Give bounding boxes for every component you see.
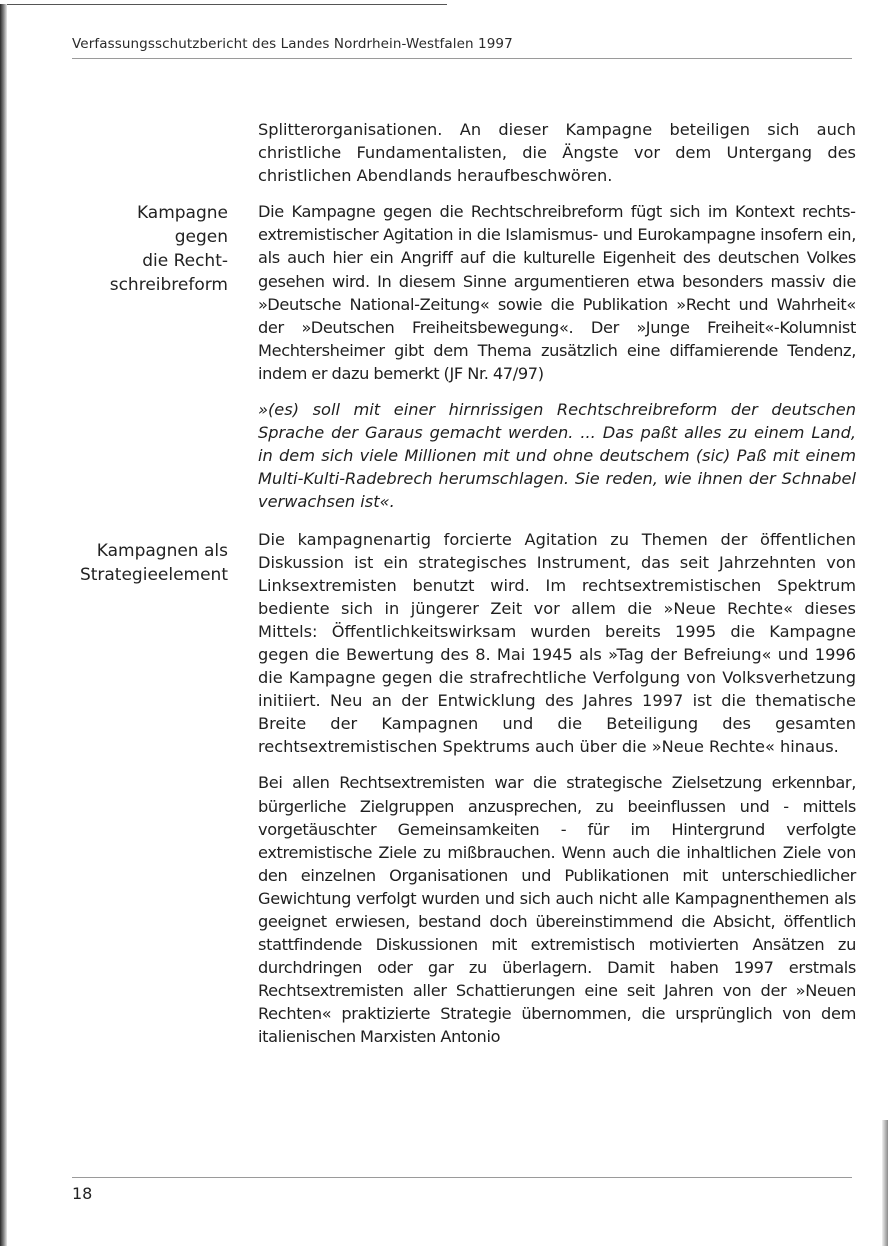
margin-note-line: gegen xyxy=(174,227,228,247)
paragraph-strategische-zielsetzung: Bei allen Rechtsextremisten war die strategische Zielsetzung erkennbar, bürgerliche Zielgruppen anzusprechen, zu beeinflussen und - mittels vorgetäuschter Gemeinsamkeiten - für im Hintergrund verfolgte extremistische Ziele zu mißbrauchen. Wenn auch die inhaltlichen Ziele von den einzelnen Organisationen und Publikationen mit unterschiedlicher Gewichtung verfolgt wurden und sich auch nicht alle Kampagnenthemen als geeignet erwiesen, bestand doch übereinstimmend die Absicht, öffentlich stattfindende Diskussionen mit extremistisch motivierten Ansätzen zu durchdringen oder gar zu überlagern. Damit haben 1997 erstmals Rechtsextremisten aller Schattierungen eine seit Jahren von der »Neuen Rechten« praktizierte Strategie übernommen, die ursprünglich von dem italienischen Marxisten Antonio xyxy=(258,773,856,1047)
paragraph-rechtschreibreform: Die Kampagne gegen die Rechtschreibreform fügt sich im Kontext rechtsextremistischer Agitation in die Islamismus- und Eurokampagne insofern ein, als auch hier ein Angriff auf die kulturelle Eigenheit des deutschen Volkes gesehen wird. In diesem Sinne argumentieren etwa besonders massiv die »Deutsche National-Zeitung« sowie die Publikation »Recht und Wahrheit« der »Deutschen Freiheitsbewegung«. Der »Junge Freiheit«-Kolumnist Mechtersheimer gibt dem Thema zusätzlich eine diffamierende Tendenz, indem er dazu bemerkt (JF Nr. 47/97) xyxy=(258,202,856,383)
scan-top-rule xyxy=(7,4,447,5)
margin-note-line: Kampagnen als xyxy=(96,541,228,561)
margin-note-line: die Recht- xyxy=(142,251,228,271)
footer-rule xyxy=(72,1177,852,1178)
main-text-column xyxy=(258,118,856,1062)
running-header: Verfassungsschutzbericht des Landes Nordrhein-Westfalen 1997 xyxy=(72,36,513,52)
page-number: 18 xyxy=(72,1184,93,1203)
quote-mechtersheimer: »(es) soll mit einer hirnrissigen Rechtschreibreform der deutschen Sprache der Garaus gemacht werden. ... Das paßt alles zu einem Land, in dem sich viele Millionen mit und ohne deutschem (sic) Paß mit einem Multi-Kulti-Radebrech herumschlagen. Sie reden, wie ihnen der Schnabel verwachsen ist«. xyxy=(258,400,856,512)
paragraph-splitterorganisationen: Splitterorganisationen. An dieser Kampagne beteiligen sich auch christliche Fundamentalisten, die Ängste vor dem Untergang des christlichen Abendlands heraufbeschwören. xyxy=(258,120,856,186)
paragraph-kampagnen-strategie: Die kampagnenartig forcierte Agitation zu Themen der öffentlichen Diskussion ist ein strategisches Instrument, das seit Jahrzehnten von Linksextremisten benutzt wird. Im rechtsextremistischen Spektrum bediente sich in jüngerer Zeit vor allem die »Neue Rechte« dieses Mittels: Öffentlichkeitswirksam wurden bereits 1995 die Kampagne gegen die Bewertung des 8. Mai 1945 als »Tag der Befreiung« und 1996 die Kampagne gegen die strafrechtliche Verfolgung von Volksverhetzung initiiert. Neu an der Entwicklung des Jahres 1997 ist die thematische Breite der Kampagnen und die Beteiligung des gesamten rechtsextremistischen Spektrums auch über die »Neue Rechte« hinaus. xyxy=(258,529,856,757)
scan-edge-right xyxy=(882,1120,888,1246)
margin-note-line: Kampagne xyxy=(136,203,228,223)
margin-note-strategieelement xyxy=(60,539,228,587)
scan-edge-left xyxy=(0,4,7,1246)
header-rule xyxy=(72,58,852,59)
margin-note-rechtschreibreform xyxy=(60,201,228,297)
margin-note-line: schreibreform xyxy=(109,275,228,295)
margin-note-line: Strategieelement xyxy=(79,565,228,585)
